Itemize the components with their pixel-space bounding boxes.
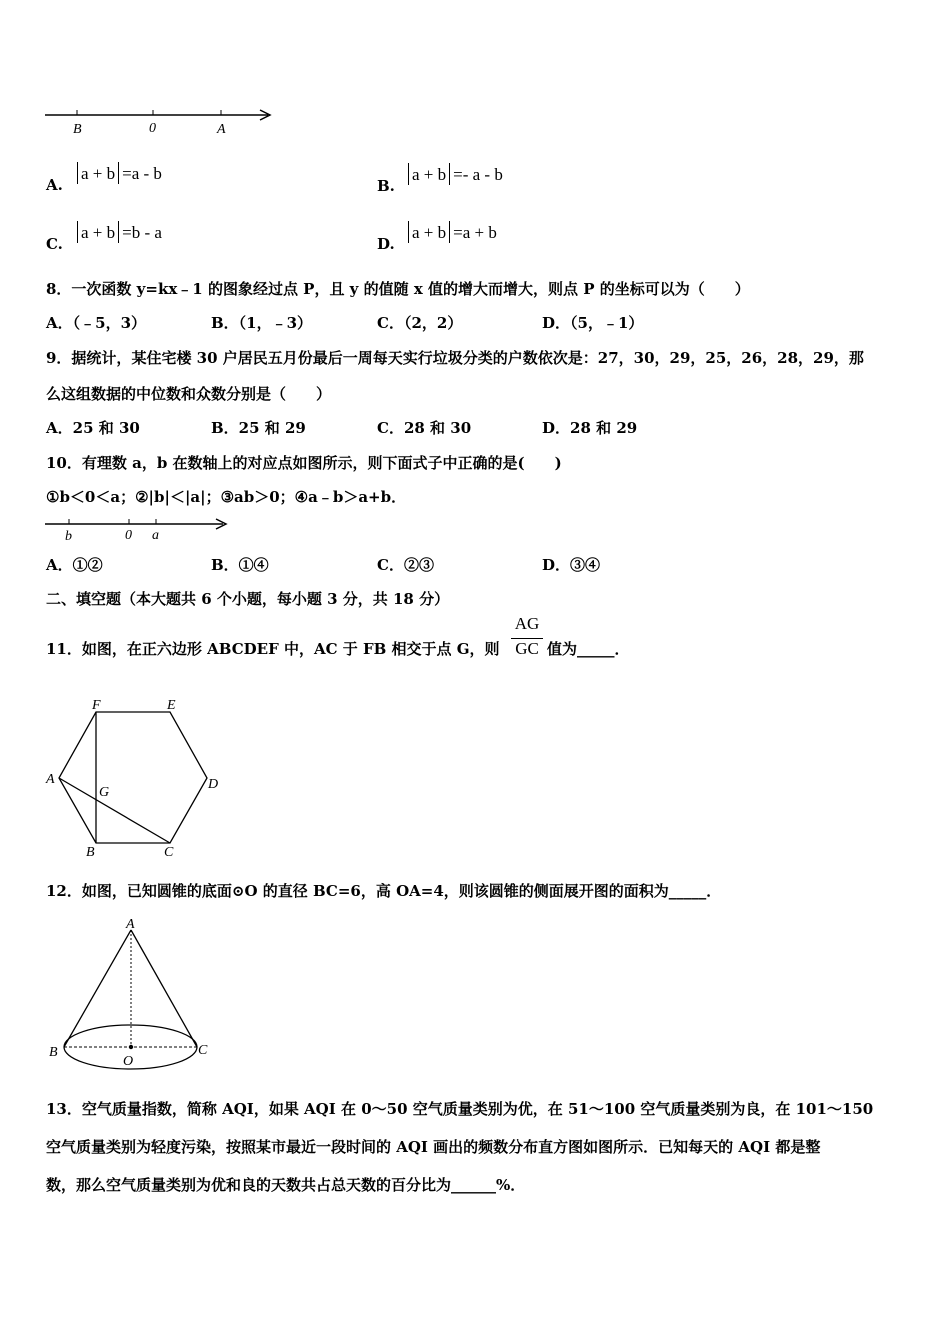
abs-expression: a + b xyxy=(81,164,116,183)
q7-label-a: A xyxy=(217,122,226,137)
label-a: A xyxy=(46,772,55,787)
q10-option-a: A．①② xyxy=(46,556,103,574)
option-letter: A. xyxy=(46,176,63,194)
abs-expression: a + b xyxy=(412,223,447,242)
label-b: B xyxy=(49,1045,58,1060)
label-c: C xyxy=(198,1043,208,1058)
q9-option-d: D．28 和 29 xyxy=(542,419,638,437)
q13-line3: 数，那么空气质量类别为优和良的天数共占总天数的百分比为______%． xyxy=(46,1176,526,1194)
label-g: G xyxy=(99,785,110,800)
q11-fraction-denominator: GC xyxy=(515,639,539,658)
q9-option-b: B．25 和 29 xyxy=(211,419,306,437)
q9-stem-line2: 么这组数据的中位数和众数分别是（ ） xyxy=(46,385,332,403)
q9-stem-line1: 9．据统计，某住宅楼 30 户居民五月份最后一周每天实行垃圾分类的户数依次是：27，30，29，25，26，28，29，那 xyxy=(46,349,864,367)
abs-expression: a + b xyxy=(412,165,447,184)
q10-option-d: D．③④ xyxy=(542,556,601,574)
q10-label-zero: 0 xyxy=(125,528,132,543)
q7-label-b: B xyxy=(73,122,82,137)
q11-fraction-numerator: AG xyxy=(514,614,540,633)
q8-stem: 8．一次函数 y=kx﹣1 的图象经过点 P，且 y 的值随 x 值的增大而增大，则点 P 的坐标可以为（ ） xyxy=(46,280,750,298)
label-e: E xyxy=(167,698,176,713)
slant-ac xyxy=(131,930,197,1047)
label-f: F xyxy=(92,698,101,713)
q12-stem: 12．如图，已知圆锥的底面⊙O 的直径 BC=6，高 OA=4，则该圆锥的侧面展开图的面积为_____． xyxy=(46,882,722,900)
label-o: O xyxy=(123,1054,134,1069)
q9-option-c: C．28 和 30 xyxy=(377,419,472,437)
q10-statements: ①b＜0＜a；②|b|＜|a|；③ab＞0；④a﹣b＞a+b． xyxy=(46,488,407,506)
label-c: C xyxy=(164,845,174,860)
label-b: B xyxy=(86,845,95,860)
q7-label-zero: 0 xyxy=(149,121,156,136)
q8-option-a: A．（﹣5，3） xyxy=(46,314,147,332)
section-title: 二、填空题（本大题共 6 个小题，每小题 3 分，共 18 分） xyxy=(46,590,450,608)
slant-ab xyxy=(64,930,131,1047)
q10-number-line xyxy=(40,512,240,546)
q13-line2: 空气质量类别为轻度污染，按照某市最近一段时间的 AQI 画出的频数分布直方图如图所示．已知每天的 AQI 都是整 xyxy=(46,1138,821,1156)
rhs-expression: =b - a xyxy=(122,223,162,242)
q11-stem-after: 值为_____． xyxy=(547,640,630,658)
hexagon xyxy=(59,712,207,843)
q8-option-d: D．（5，﹣1） xyxy=(542,314,644,332)
q12-cone-figure xyxy=(40,915,220,1075)
abs-expression: a + b xyxy=(81,223,116,242)
q10-option-c: C．②③ xyxy=(377,556,434,574)
q10-stem: 10．有理数 a，b 在数轴上的对应点如图所示，则下面式子中正确的是( ) xyxy=(46,454,562,472)
q11-stem-before: 11．如图，在正六边形 ABCDEF 中，AC 于 FB 相交于点 G，则 xyxy=(46,640,500,658)
q11-hexagon-figure xyxy=(40,695,230,865)
q13-line1: 13．空气质量指数，简称 AQI，如果 AQI 在 0～50 空气质量类别为优，在 51～100 空气质量类别为良，在 101～150 xyxy=(46,1100,874,1118)
q8-option-c: C．（2，2） xyxy=(377,314,463,332)
option-letter: B. xyxy=(377,177,395,195)
option-letter: D. xyxy=(377,235,395,253)
q8-option-b: B．（1，﹣3） xyxy=(211,314,313,332)
q10-label-b: b xyxy=(65,529,72,544)
label-d: D xyxy=(208,777,219,792)
rhs-expression: =- a - b xyxy=(453,165,503,184)
q7-number-line xyxy=(40,100,280,140)
label-a: A xyxy=(126,917,135,932)
q10-label-a: a xyxy=(152,528,159,543)
q9-option-a: A．25 和 30 xyxy=(46,419,140,437)
option-letter: C. xyxy=(46,235,63,253)
center-point xyxy=(129,1045,133,1049)
rhs-expression: =a - b xyxy=(122,164,162,183)
q10-option-b: B．①④ xyxy=(211,556,269,574)
segment-ac xyxy=(59,778,170,843)
rhs-expression: =a + b xyxy=(453,223,497,242)
